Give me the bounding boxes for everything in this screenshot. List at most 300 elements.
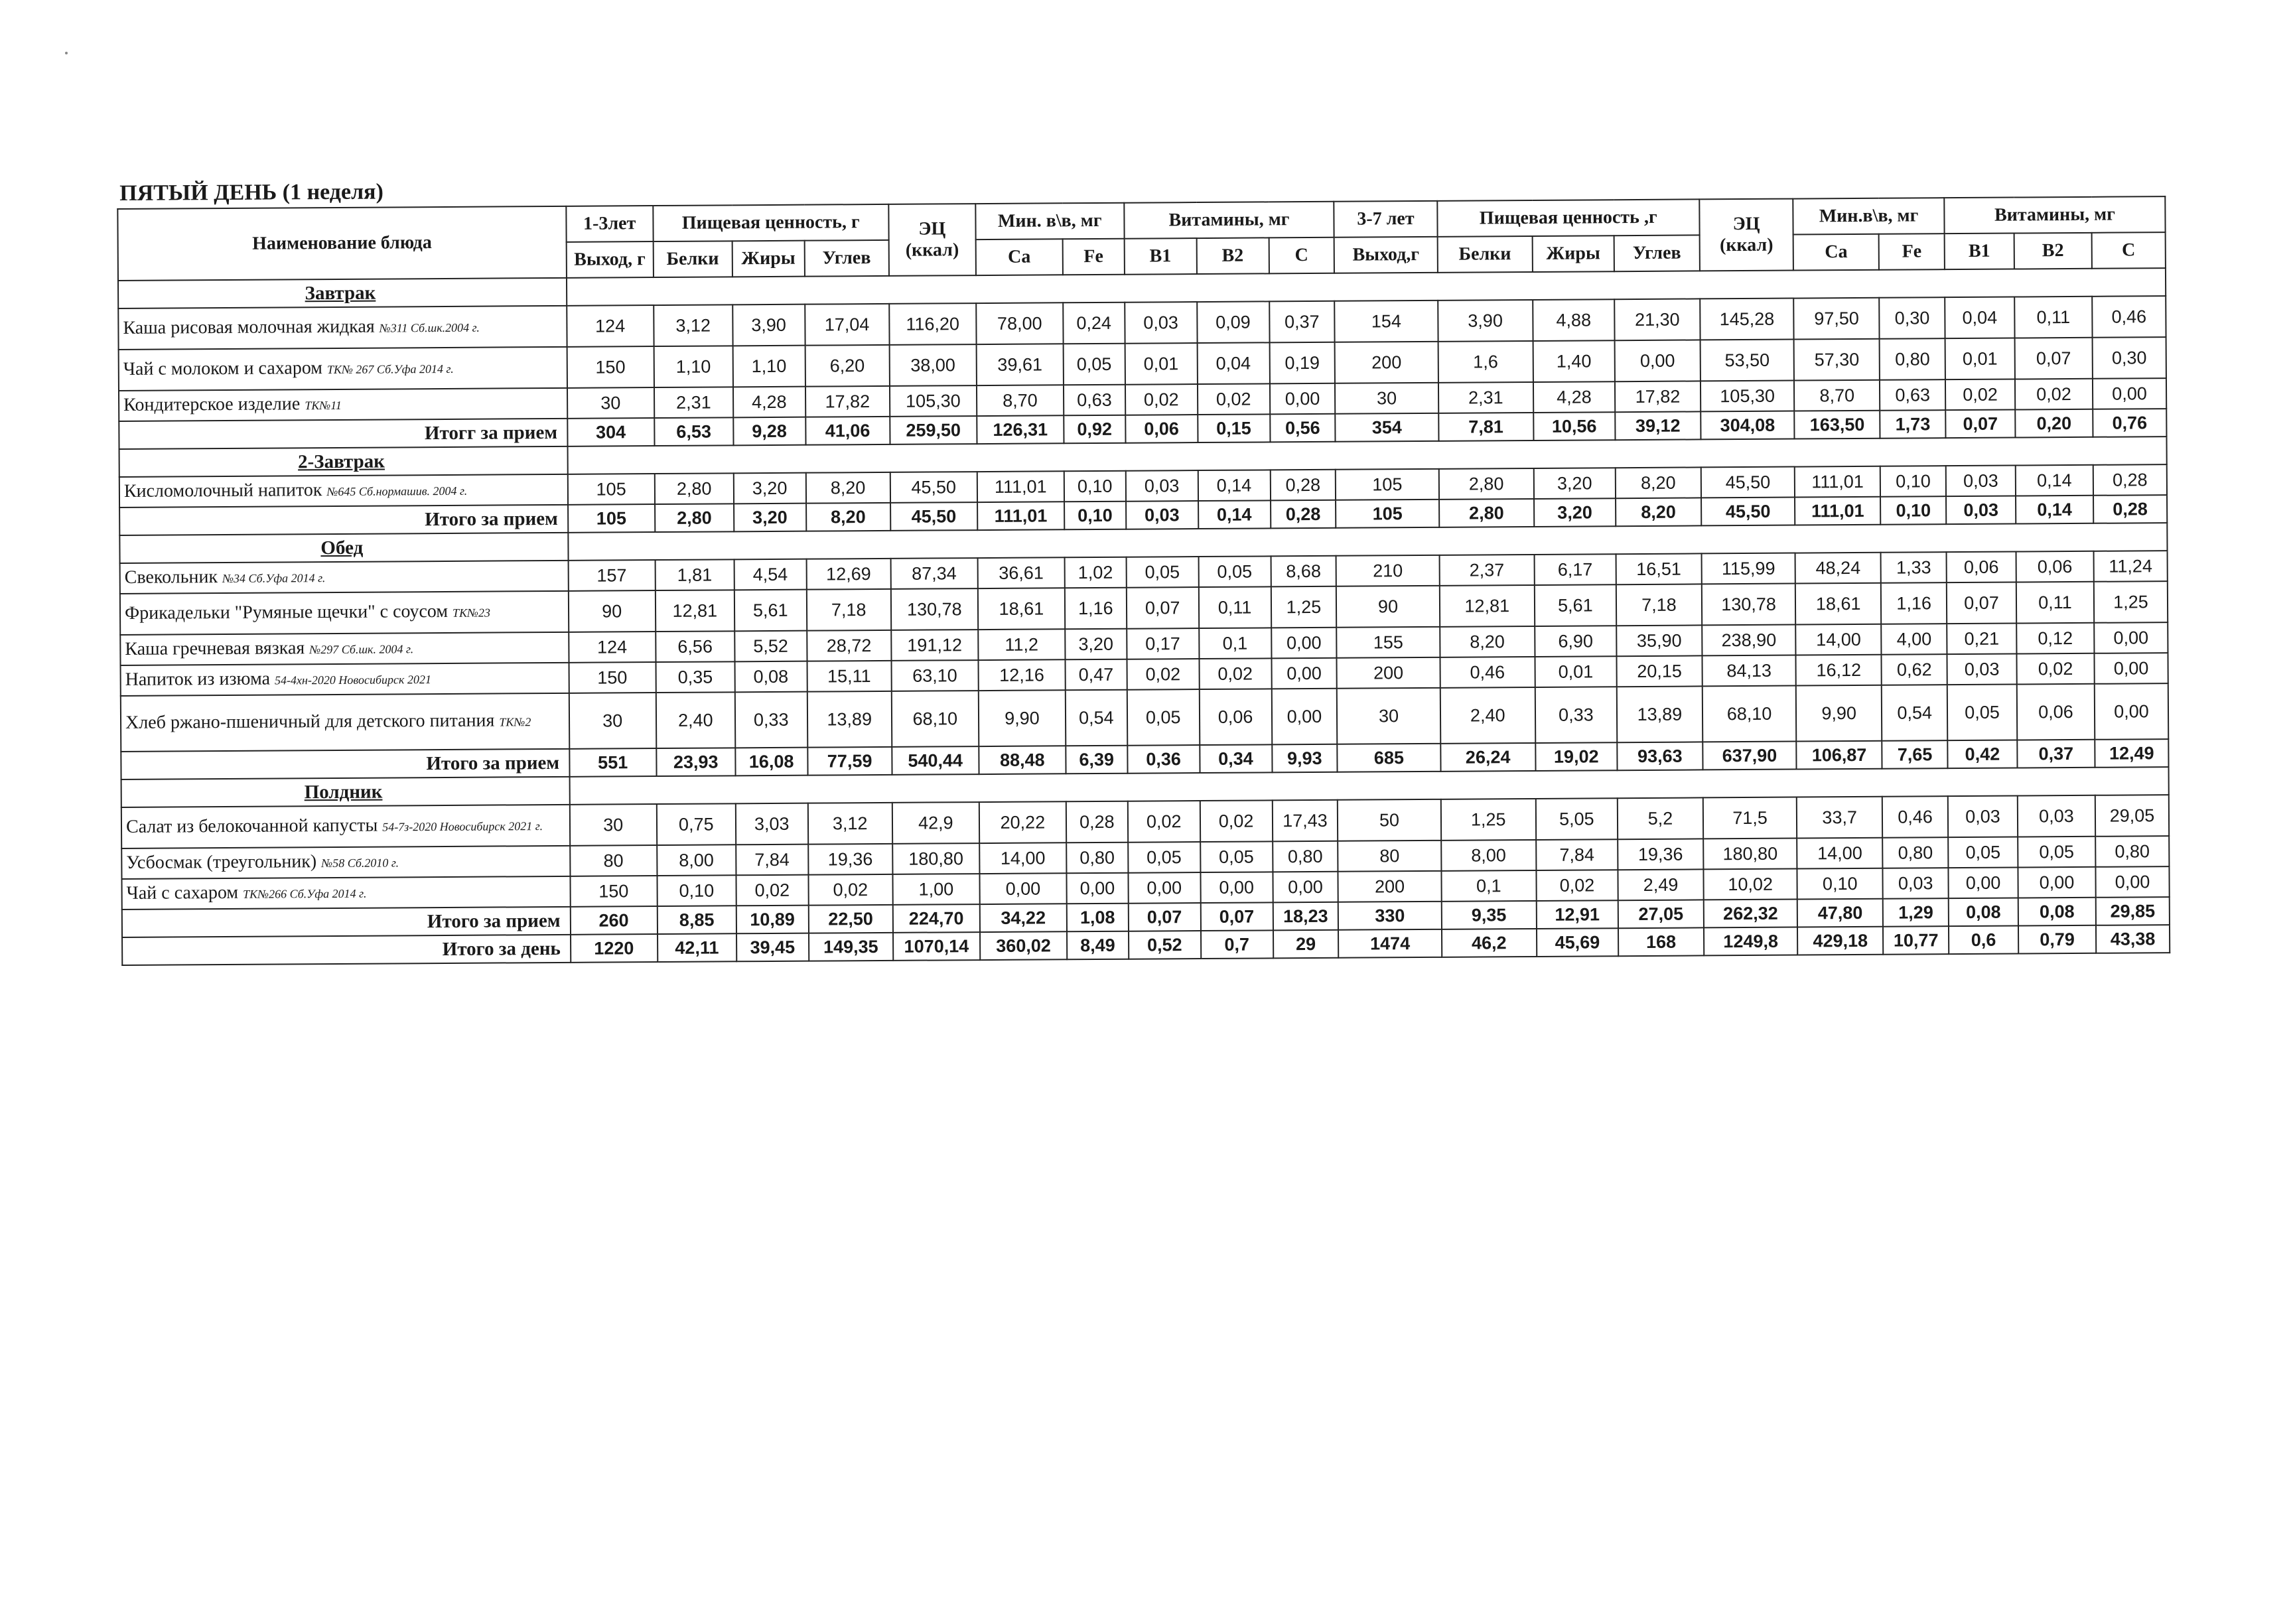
value-cell: 43,38 <box>2096 925 2170 953</box>
value-cell: 149,35 <box>809 933 893 961</box>
dish-name-cell <box>119 347 567 391</box>
value-cell: 0,01 <box>1535 656 1616 687</box>
value-cell: 130,78 <box>891 588 978 630</box>
header-minerals-1-3: Мин. в\в, мг <box>975 203 1124 239</box>
value-cell: 8,00 <box>657 845 736 876</box>
value-cell: 0,08 <box>2018 898 2096 926</box>
value-cell: 10,56 <box>1533 412 1615 440</box>
energy-label: ЭЦ <box>918 218 946 239</box>
value-cell: 3,20 <box>734 473 806 504</box>
value-cell: 18,23 <box>1273 902 1338 931</box>
value-cell: 0,02 <box>1536 870 1618 901</box>
value-cell: 41,06 <box>805 417 890 445</box>
value-cell: 35,90 <box>1616 625 1702 656</box>
value-cell: 304,08 <box>1701 411 1794 440</box>
value-cell: 12,16 <box>978 659 1065 691</box>
header-fe-1-3: Fe <box>1063 239 1125 275</box>
dish-name: Чай с молоком и сахаром <box>123 358 328 379</box>
value-cell: 0,80 <box>1066 843 1128 874</box>
value-cell: 0,00 <box>1269 383 1335 415</box>
value-cell: 0,10 <box>1064 471 1126 502</box>
value-cell: 33,7 <box>1797 797 1882 839</box>
value-cell: 168 <box>1618 927 1704 956</box>
value-cell: 0,03 <box>1125 470 1198 502</box>
value-cell: 7,81 <box>1438 413 1533 441</box>
value-cell: 0,92 <box>1064 415 1125 444</box>
header-ca-1-3: Са <box>975 239 1062 275</box>
header-fe-3-7: Fe <box>1879 234 1945 270</box>
value-cell: 0,07 <box>1945 410 2015 439</box>
recipe-reference: ТК№23 <box>452 606 491 620</box>
value-cell: 354 <box>1336 413 1439 442</box>
energy-label: ЭЦ <box>1732 213 1760 235</box>
value-cell: 1,16 <box>1881 582 1947 624</box>
value-cell: 0,28 <box>2093 495 2167 523</box>
value-cell: 0,03 <box>1883 868 1949 899</box>
value-cell: 0,05 <box>1126 557 1198 588</box>
value-cell: 2,40 <box>656 692 736 748</box>
value-cell: 8,00 <box>1441 840 1536 871</box>
value-cell: 0,63 <box>1064 385 1125 416</box>
value-cell: 46,2 <box>1442 929 1537 957</box>
value-cell: 224,70 <box>893 904 980 933</box>
value-cell: 16,51 <box>1616 553 1701 584</box>
value-cell: 19,36 <box>808 844 892 875</box>
header-fat-3-7: Жиры <box>1532 236 1614 272</box>
value-cell: 42,11 <box>658 933 736 962</box>
recipe-reference: №297 Сб.шк. 2004 г. <box>309 642 414 657</box>
value-cell: 8,20 <box>1616 467 1701 498</box>
header-nutrition-3-7: Пищевая ценность ,г <box>1437 199 1700 236</box>
dish-name: Чай с сахаром <box>126 882 243 904</box>
dish-name-cell <box>119 474 568 508</box>
value-cell: 17,82 <box>1615 381 1701 412</box>
value-cell: 48,24 <box>1795 553 1881 584</box>
value-cell: 1,02 <box>1064 557 1126 588</box>
recipe-reference: №34 Сб.Уфа 2014 г. <box>222 571 326 586</box>
value-cell: 0,21 <box>1947 624 2016 655</box>
value-cell: 0,34 <box>1200 744 1272 773</box>
meal-total-label: Итогг за прием <box>119 419 567 449</box>
value-cell: 180,80 <box>892 843 979 874</box>
header-output-3-7: Выход,г <box>1334 237 1438 273</box>
value-cell: 0,10 <box>1880 466 1946 497</box>
value-cell: 9,28 <box>733 417 805 446</box>
value-cell: 2,49 <box>1618 869 1703 900</box>
value-cell: 29 <box>1273 930 1339 959</box>
value-cell: 0,03 <box>2018 795 2095 837</box>
value-cell: 0,07 <box>2015 338 2093 379</box>
value-cell: 30 <box>569 804 656 846</box>
header-vitamins-3-7: Витамины, мг <box>1944 196 2165 234</box>
value-cell: 2,31 <box>654 387 733 418</box>
value-cell: 14,00 <box>1795 624 1881 655</box>
value-cell: 10,02 <box>1703 869 1797 900</box>
value-cell: 0,6 <box>1949 926 2018 955</box>
value-cell: 21,30 <box>1614 299 1700 340</box>
value-cell: 0,52 <box>1129 931 1201 959</box>
value-cell: 47,80 <box>1797 899 1883 927</box>
value-cell: 3,12 <box>654 304 732 346</box>
recipe-reference: 54-7з-2020 Новосибирск 2021 г. <box>382 819 543 834</box>
header-protein-1-3: Белки <box>653 241 732 277</box>
value-cell: 0,00 <box>1271 689 1337 745</box>
value-cell: 1220 <box>571 934 658 963</box>
value-cell: 200 <box>1337 657 1440 689</box>
value-cell: 685 <box>1338 744 1441 772</box>
value-cell: 80 <box>1338 841 1442 872</box>
value-cell: 0,00 <box>2095 866 2169 898</box>
value-cell: 0,01 <box>1125 343 1197 385</box>
value-cell: 124 <box>569 632 656 663</box>
value-cell: 0,02 <box>1199 658 1271 689</box>
header-b1-3-7: B1 <box>1945 234 2014 270</box>
value-cell: 9,93 <box>1272 744 1338 773</box>
value-cell: 57,30 <box>1794 339 1880 381</box>
header-c-1-3: C <box>1269 237 1334 274</box>
value-cell: 8,70 <box>977 385 1064 416</box>
table-body <box>118 268 2170 965</box>
value-cell: 111,01 <box>977 502 1064 530</box>
value-cell: 0,08 <box>1949 898 2018 927</box>
value-cell: 0,28 <box>1270 470 1336 501</box>
value-cell: 8,20 <box>1440 626 1535 657</box>
value-cell: 0,03 <box>1946 496 2016 525</box>
value-cell: 42,9 <box>892 802 979 844</box>
value-cell: 27,05 <box>1618 900 1704 928</box>
value-cell: 0,17 <box>1127 628 1199 659</box>
value-cell: 116,20 <box>889 303 976 345</box>
value-cell: 77,59 <box>807 747 892 776</box>
dish-name: Хлеб ржано-пшеничный для детского питания <box>125 710 500 733</box>
value-cell: 17,04 <box>805 304 889 346</box>
value-cell: 130,78 <box>1702 584 1796 626</box>
value-cell: 7,84 <box>736 845 808 876</box>
value-cell: 150 <box>570 876 657 907</box>
value-cell: 11,2 <box>978 629 1065 660</box>
value-cell: 20,22 <box>979 801 1066 843</box>
value-cell: 0,05 <box>1127 689 1199 746</box>
header-protein-3-7: Белки <box>1437 236 1533 273</box>
value-cell: 68,10 <box>892 691 979 747</box>
value-cell: 1,33 <box>1881 552 1947 583</box>
value-cell: 0,20 <box>2015 409 2093 438</box>
value-cell: 13,89 <box>1617 686 1703 742</box>
value-cell: 3,90 <box>732 304 805 346</box>
value-cell: 1,81 <box>655 559 734 590</box>
value-cell: 12,69 <box>806 559 890 590</box>
header-c-3-7: C <box>2092 232 2166 269</box>
dish-name-cell <box>121 846 570 879</box>
value-cell: 0,75 <box>657 803 736 845</box>
meal-total-label: Итого за прием <box>119 505 568 535</box>
recipe-reference: ТК№11 <box>305 398 342 413</box>
dish-name-cell <box>119 388 567 421</box>
value-cell: 0,56 <box>1270 414 1336 442</box>
value-cell: 6,56 <box>656 631 734 662</box>
header-age-1-3: 1-3лет <box>566 206 653 242</box>
value-cell: 260 <box>570 906 657 935</box>
value-cell: 0,11 <box>2014 297 2092 338</box>
header-output-1-3: Выход, г <box>566 241 653 278</box>
value-cell: 0,28 <box>1271 500 1336 529</box>
value-cell: 0,33 <box>735 692 807 748</box>
value-cell: 0,05 <box>1947 685 2017 741</box>
value-cell: 3,20 <box>734 504 806 532</box>
value-cell: 8,70 <box>1794 380 1880 411</box>
dish-name: Кондитерское изделие <box>123 393 305 415</box>
value-cell: 0,05 <box>1064 344 1125 385</box>
energy-unit: (ккал) <box>1719 234 1773 256</box>
value-cell: 259,50 <box>890 416 977 444</box>
value-cell: 0,30 <box>2092 337 2166 379</box>
value-cell: 0,14 <box>2016 496 2093 524</box>
value-cell: 53,50 <box>1701 340 1795 381</box>
recipe-reference: ТК№2 <box>499 715 531 729</box>
value-cell: 39,12 <box>1615 411 1701 440</box>
value-cell: 68,10 <box>1702 686 1797 742</box>
value-cell: 0,19 <box>1269 342 1335 384</box>
value-cell: 0,06 <box>1199 689 1271 745</box>
value-cell: 0,02 <box>808 874 892 906</box>
value-cell: 105,30 <box>1701 381 1794 412</box>
value-cell: 20,15 <box>1616 655 1702 687</box>
value-cell: 45,69 <box>1537 928 1618 957</box>
value-cell: 126,31 <box>977 415 1064 444</box>
value-cell: 0,28 <box>1066 801 1128 843</box>
dish-name-cell <box>121 876 570 910</box>
dish-name-cell <box>120 632 569 665</box>
value-cell: 3,03 <box>736 803 808 845</box>
value-cell: 2,40 <box>1440 687 1535 744</box>
value-cell: 7,18 <box>807 589 891 631</box>
value-cell: 29,85 <box>2096 897 2170 925</box>
section-title: Завтрак <box>118 278 567 308</box>
value-cell: 0,08 <box>734 661 807 693</box>
value-cell: 111,01 <box>1795 497 1880 525</box>
value-cell: 1,10 <box>732 346 805 387</box>
value-cell: 2,80 <box>655 504 734 532</box>
day-total-label: Итого за день <box>122 935 571 965</box>
value-cell: 1,29 <box>1883 898 1949 927</box>
value-cell: 50 <box>1338 799 1441 841</box>
dish-name-cell <box>121 663 569 696</box>
value-cell: 4,88 <box>1533 299 1614 341</box>
value-cell: 6,90 <box>1535 626 1616 657</box>
value-cell: 1,40 <box>1533 340 1614 382</box>
nutrition-table <box>117 196 2170 966</box>
value-cell: 17,82 <box>805 386 890 417</box>
section-title: 2-Завтрак <box>119 446 568 477</box>
value-cell: 5,05 <box>1536 798 1618 840</box>
value-cell: 2,31 <box>1438 382 1533 413</box>
day-title: ПЯТЫЙ ДЕНЬ <box>119 180 277 206</box>
value-cell: 0,00 <box>2094 653 2168 684</box>
value-cell: 155 <box>1337 627 1440 658</box>
value-cell: 0,03 <box>1125 302 1197 344</box>
value-cell: 26,24 <box>1440 743 1535 772</box>
value-cell: 93,63 <box>1617 742 1702 770</box>
value-cell: 0,05 <box>1948 837 2018 868</box>
value-cell: 8,20 <box>806 503 890 531</box>
value-cell: 7,18 <box>1616 584 1702 626</box>
meal-total-label: Итого за прием <box>121 749 569 779</box>
value-cell: 0,33 <box>1535 687 1618 743</box>
value-cell: 145,28 <box>1700 299 1794 340</box>
value-cell: 39,61 <box>976 344 1063 385</box>
value-cell: 6,17 <box>1534 554 1616 585</box>
dish-name: Фрикадельки "Румяные щечки" с соусом <box>124 600 453 624</box>
value-cell: 2,80 <box>1438 468 1533 500</box>
value-cell: 8,20 <box>805 472 890 504</box>
header-b2-1-3: B2 <box>1196 237 1269 274</box>
recipe-reference: №311 Сб.шк.2004 г. <box>379 320 480 335</box>
week-label: (1 неделя) <box>282 179 383 205</box>
value-cell: 8,49 <box>1067 931 1129 960</box>
recipe-reference: 54-4хн-2020 Новосибирск 2021 <box>274 673 431 687</box>
value-cell: 157 <box>568 560 655 591</box>
value-cell: 111,01 <box>1795 466 1880 498</box>
dish-name: Салат из белокочанной капусты <box>125 815 383 837</box>
value-cell: 0,07 <box>1127 587 1199 629</box>
menu-sheet <box>117 161 2170 966</box>
value-cell: 9,90 <box>979 690 1066 746</box>
header-carbs-1-3: Углев <box>804 240 888 277</box>
value-cell: 19,02 <box>1535 742 1617 771</box>
value-cell: 0,14 <box>1198 500 1271 529</box>
value-cell: 3,20 <box>1534 498 1616 527</box>
value-cell: 8,20 <box>1616 498 1701 526</box>
value-cell: 1,08 <box>1067 904 1129 932</box>
value-cell: 6,20 <box>805 345 889 387</box>
value-cell: 45,50 <box>1701 467 1795 498</box>
value-cell: 0,80 <box>1273 841 1338 872</box>
recipe-reference: ТК№ 267 Сб.Уфа 2014 г. <box>326 362 454 377</box>
value-cell: 210 <box>1336 555 1440 586</box>
value-cell: 1474 <box>1338 929 1442 958</box>
value-cell: 14,00 <box>979 843 1066 874</box>
value-cell: 0,05 <box>2018 837 2095 868</box>
value-cell: 30 <box>1335 383 1438 414</box>
value-cell: 0,01 <box>1945 338 2015 380</box>
header-b1-1-3: B1 <box>1124 238 1196 275</box>
value-cell: 1,16 <box>1065 588 1127 630</box>
value-cell: 87,34 <box>890 558 977 589</box>
dish-name: Каша рисовая молочная жидкая <box>123 316 380 338</box>
header-fat-1-3: Жиры <box>732 241 804 277</box>
recipe-reference: №645 Сб.нормашив. 2004 г. <box>326 484 468 499</box>
value-cell: 1,25 <box>1271 586 1336 628</box>
value-cell: 18,61 <box>978 588 1065 630</box>
value-cell: 360,02 <box>980 931 1067 960</box>
value-cell: 0,00 <box>1273 872 1338 903</box>
value-cell: 0,76 <box>2093 409 2166 437</box>
value-cell: 0,00 <box>1614 340 1700 381</box>
value-cell: 78,00 <box>976 303 1063 344</box>
value-cell: 238,90 <box>1702 625 1795 656</box>
value-cell: 150 <box>569 662 656 693</box>
value-cell: 0,10 <box>1064 502 1126 530</box>
dish-name-cell <box>118 306 567 350</box>
value-cell: 262,32 <box>1704 900 1797 928</box>
value-cell: 0,05 <box>1128 842 1200 873</box>
energy-unit: (ккал) <box>905 239 959 261</box>
value-cell: 1070,14 <box>893 932 980 961</box>
value-cell: 191,12 <box>891 630 978 661</box>
value-cell: 0,02 <box>1127 659 1199 690</box>
header-nutrition-1-3: Пищевая ценность, г <box>653 204 888 241</box>
value-cell: 8,68 <box>1271 556 1336 587</box>
value-cell: 0,02 <box>1128 801 1200 843</box>
value-cell: 0,07 <box>1128 903 1200 931</box>
value-cell: 0,09 <box>1197 301 1269 343</box>
value-cell: 0,06 <box>1125 415 1198 443</box>
value-cell: 4,28 <box>1533 381 1615 413</box>
value-cell: 19,36 <box>1618 839 1703 870</box>
value-cell: 0,62 <box>1882 654 1947 685</box>
value-cell: 1,25 <box>1440 799 1536 841</box>
value-cell: 0,07 <box>1947 582 2016 624</box>
value-cell: 1,6 <box>1438 341 1533 383</box>
value-cell: 3,12 <box>807 803 892 845</box>
value-cell: 0,06 <box>1947 552 2016 583</box>
value-cell: 90 <box>1336 586 1440 628</box>
value-cell: 4,54 <box>734 559 806 590</box>
value-cell: 0,00 <box>2094 622 2168 653</box>
value-cell: 105 <box>568 504 655 533</box>
value-cell: 304 <box>567 418 654 446</box>
header-age-3-7: 3-7 лет <box>1334 201 1438 237</box>
value-cell: 22,50 <box>808 905 892 933</box>
value-cell: 11,24 <box>2093 551 2167 582</box>
recipe-reference: ТК№266 Сб.Уфа 2014 г. <box>243 886 367 901</box>
value-cell: 30 <box>1337 688 1440 744</box>
value-cell: 0,00 <box>1949 868 2018 899</box>
value-cell: 80 <box>570 845 657 876</box>
value-cell: 0,00 <box>2095 683 2169 740</box>
section-title: Обед <box>119 533 568 563</box>
value-cell: 0,15 <box>1198 414 1270 442</box>
value-cell: 551 <box>569 748 656 777</box>
value-cell: 7,84 <box>1536 839 1618 870</box>
header-carbs-3-7: Углев <box>1614 235 1700 271</box>
value-cell: 29,05 <box>2095 795 2169 837</box>
value-cell: 88,48 <box>979 746 1066 774</box>
header-minerals-3-7: Мин.в\в, мг <box>1793 198 1944 234</box>
value-cell: 180,80 <box>1703 839 1797 870</box>
value-cell: 2,80 <box>1439 499 1534 527</box>
recipe-reference: №58 Сб.2010 г. <box>321 856 399 870</box>
value-cell: 30 <box>567 387 654 419</box>
value-cell: 105 <box>1336 469 1439 500</box>
value-cell: 150 <box>567 346 654 388</box>
value-cell: 3,20 <box>1065 629 1127 660</box>
value-cell: 0,10 <box>1797 868 1883 900</box>
value-cell: 0,05 <box>1198 556 1271 587</box>
value-cell: 154 <box>1335 301 1438 342</box>
value-cell: 45,50 <box>1701 498 1795 526</box>
dish-name: Усбосмак (треугольник) <box>126 851 322 873</box>
value-cell: 39,45 <box>736 933 809 962</box>
value-cell: 330 <box>1338 902 1442 930</box>
value-cell: 10,77 <box>1883 926 1949 955</box>
value-cell: 0,28 <box>2093 464 2167 496</box>
value-cell: 5,61 <box>734 590 807 632</box>
value-cell: 2,37 <box>1439 555 1534 586</box>
value-cell: 5,61 <box>1535 584 1616 626</box>
value-cell: 0,04 <box>1197 342 1269 384</box>
value-cell: 0,46 <box>1440 657 1535 688</box>
